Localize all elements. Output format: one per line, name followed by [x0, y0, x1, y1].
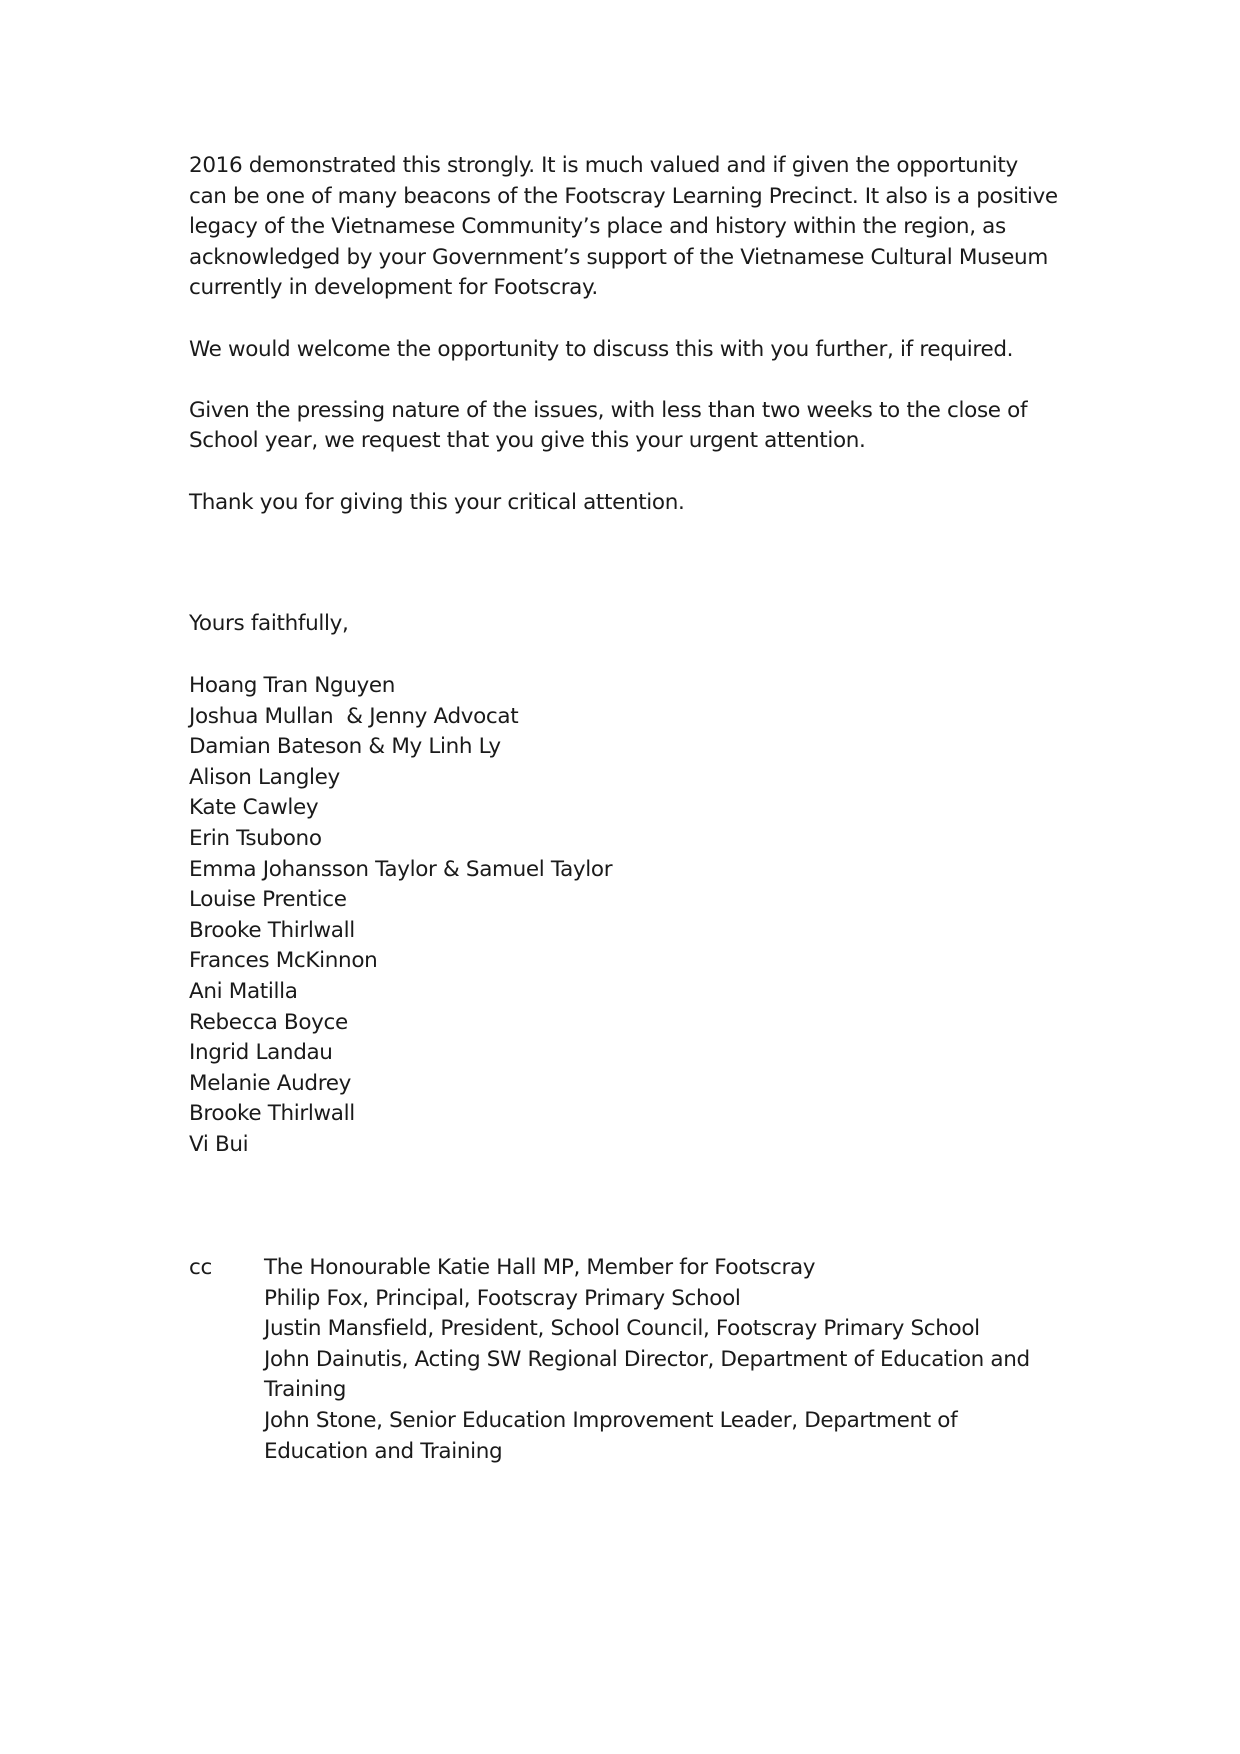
letter-closing: Yours faithfully, — [189, 611, 349, 636]
cc-recipient: John Stone, Senior Education Improvement Leader, Department of Education and Training — [264, 1407, 958, 1464]
letter-body — [189, 151, 1065, 549]
signatory: Ani Matilla — [189, 978, 298, 1004]
signatory: Erin Tsubono — [189, 825, 322, 851]
signatory: Kate Cawley — [189, 795, 319, 821]
signatory: Ingrid Landau — [189, 1040, 333, 1066]
signatory-list — [189, 671, 612, 1161]
paragraph-discuss-further: We would welcome the opportunity to discuss this with you further, if required. — [189, 336, 1014, 362]
signatory: Vi Bui — [189, 1131, 249, 1157]
paragraph-urgent-request: Given the pressing nature of the issues, with less than two weeks to the close of School year, we request that you give this your urgent attention. — [189, 397, 1034, 454]
cc-recipient: John Dainutis, Acting SW Regional Director, Department of Education and Training — [264, 1346, 1030, 1403]
paragraph-thank-you: Thank you for giving this your critical attention. — [189, 489, 685, 515]
signatory: Brooke Thirlwall — [189, 1101, 355, 1127]
cc-label: cc — [189, 1255, 212, 1280]
paragraph-museum-legacy: 2016 demonstrated this strongly. It is much valued and if given the opportunity can be one of many beacons of the Footscray Learning Precinct. It also is a positive legacy of the Vietnamese Community’s place and history within the region, as acknowledged by your Government’s support of the Vietnamese Cultural Museum currently in development for Footscray. — [189, 153, 1065, 301]
signatory: Emma Johansson Taylor & Samuel Taylor — [189, 856, 613, 882]
signatory: Joshua Mullan & Jenny Advocat — [189, 703, 519, 729]
signatory: Louise Prentice — [189, 887, 347, 913]
signatory: Alison Langley — [189, 764, 340, 790]
signatory: Brooke Thirlwall — [189, 917, 355, 943]
signatory: Damian Bateson & My Linh Ly — [189, 734, 501, 760]
cc-recipient-list — [264, 1253, 1064, 1467]
signatory: Rebecca Boyce — [189, 1009, 348, 1035]
cc-recipient: Philip Fox, Principal, Footscray Primary School — [264, 1285, 741, 1311]
cc-recipient: Justin Mansfield, President, School Council, Footscray Primary School — [264, 1316, 980, 1342]
cc-recipient: The Honourable Katie Hall MP, Member for Footscray — [264, 1255, 816, 1280]
signatory: Melanie Audrey — [189, 1070, 351, 1096]
signatory: Frances McKinnon — [189, 948, 378, 974]
signatory: Hoang Tran Nguyen — [189, 673, 396, 698]
